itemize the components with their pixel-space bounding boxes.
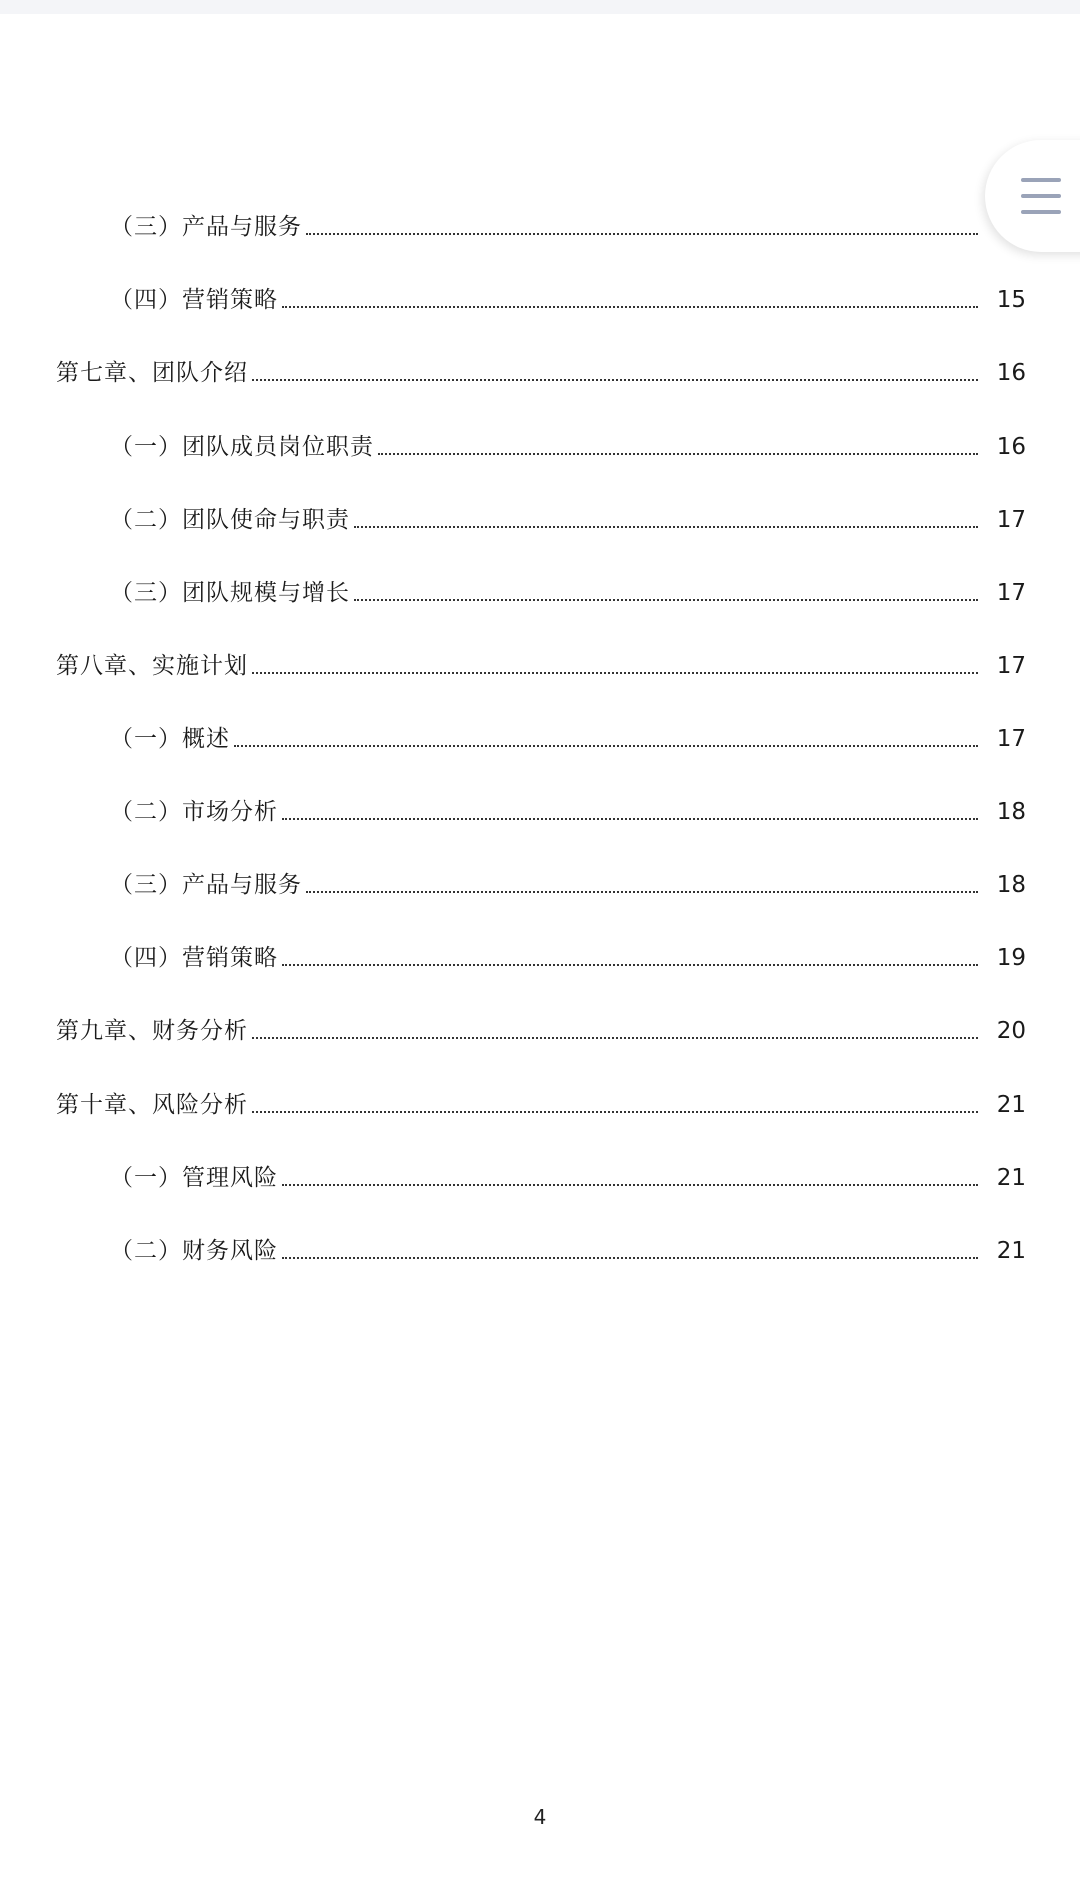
toc-entry[interactable] <box>0 856 1080 900</box>
toc-entry[interactable] <box>0 1222 1080 1266</box>
toc-entry-title: （一）管理风险 <box>110 1165 278 1191</box>
toc-entry[interactable] <box>0 1002 1080 1046</box>
toc-entry-title: 第十章、风险分析 <box>56 1092 248 1118</box>
toc-entry-page: 15 <box>996 287 1026 313</box>
toc-entry-page: 16 <box>996 360 1026 386</box>
toc-entry-title: （一）概述 <box>110 726 230 752</box>
toc-dot-leader <box>252 671 978 674</box>
toc-entry-title: （二）市场分析 <box>110 799 278 825</box>
toc-entry-title: 第九章、财务分析 <box>56 1018 248 1044</box>
toc-entry-page: 17 <box>996 653 1026 679</box>
toc-dot-leader <box>306 890 978 893</box>
toc-entry-title: （三）产品与服务 <box>110 872 302 898</box>
toc-entry[interactable] <box>0 271 1080 315</box>
toc-entry[interactable] <box>0 491 1080 535</box>
toc-entry[interactable] <box>0 783 1080 827</box>
toc-entry-page: 16 <box>996 434 1026 460</box>
toc-entry-title: （二）财务风险 <box>110 1238 278 1264</box>
toc-dot-leader <box>234 744 978 747</box>
toc-entry-page: 18 <box>996 872 1026 898</box>
toc-entry-page: 17 <box>996 507 1026 533</box>
toc-entry[interactable] <box>0 929 1080 973</box>
toc-entry-title: （四）营销策略 <box>110 287 278 313</box>
toc-entry[interactable] <box>0 198 1080 242</box>
toc-entry-page: 17 <box>996 580 1026 606</box>
toc-dot-leader <box>252 1110 978 1113</box>
toc-dot-leader <box>252 1036 978 1039</box>
toc-entry[interactable] <box>0 710 1080 754</box>
hamburger-menu-icon <box>1021 178 1061 214</box>
toc-entry-page: 21 <box>996 1092 1026 1118</box>
toc-dot-leader <box>282 1183 978 1186</box>
toc-dot-leader <box>378 452 978 455</box>
toc-entry-title: 第七章、团队介绍 <box>56 360 248 386</box>
toc-dot-leader <box>282 305 978 308</box>
toc-entry-title: 第八章、实施计划 <box>56 653 248 679</box>
toc-dot-leader <box>282 817 978 820</box>
toc-dot-leader <box>282 963 978 966</box>
toc-dot-leader <box>282 1256 978 1259</box>
toc-entry-page: 19 <box>996 945 1026 971</box>
toc-entry[interactable] <box>0 1076 1080 1120</box>
toc-entry-page: 21 <box>996 1165 1026 1191</box>
toc-entry[interactable] <box>0 344 1080 388</box>
toc-entry[interactable] <box>0 637 1080 681</box>
toc-entry-page: 17 <box>996 726 1026 752</box>
toc-entry-title: （四）营销策略 <box>110 945 278 971</box>
toc-entry-title: （二）团队使命与职责 <box>110 507 350 533</box>
toc-entry-title: （三）产品与服务 <box>110 214 302 240</box>
toc-entry[interactable] <box>0 418 1080 462</box>
toc-dot-leader <box>306 232 978 235</box>
toc-dot-leader <box>354 525 978 528</box>
page-number: 4 <box>533 1805 547 1829</box>
toc-dot-leader <box>354 598 978 601</box>
toc-entry[interactable] <box>0 1149 1080 1193</box>
toc-entry-page: 21 <box>996 1238 1026 1264</box>
toc-entry-title: （一）团队成员岗位职责 <box>110 434 374 460</box>
toc-entry-page: 20 <box>996 1018 1026 1044</box>
toc-entry-page: 18 <box>996 799 1026 825</box>
toc-dot-leader <box>252 378 978 381</box>
toc-entry[interactable] <box>0 564 1080 608</box>
toc-entry-title: （三）团队规模与增长 <box>110 580 350 606</box>
